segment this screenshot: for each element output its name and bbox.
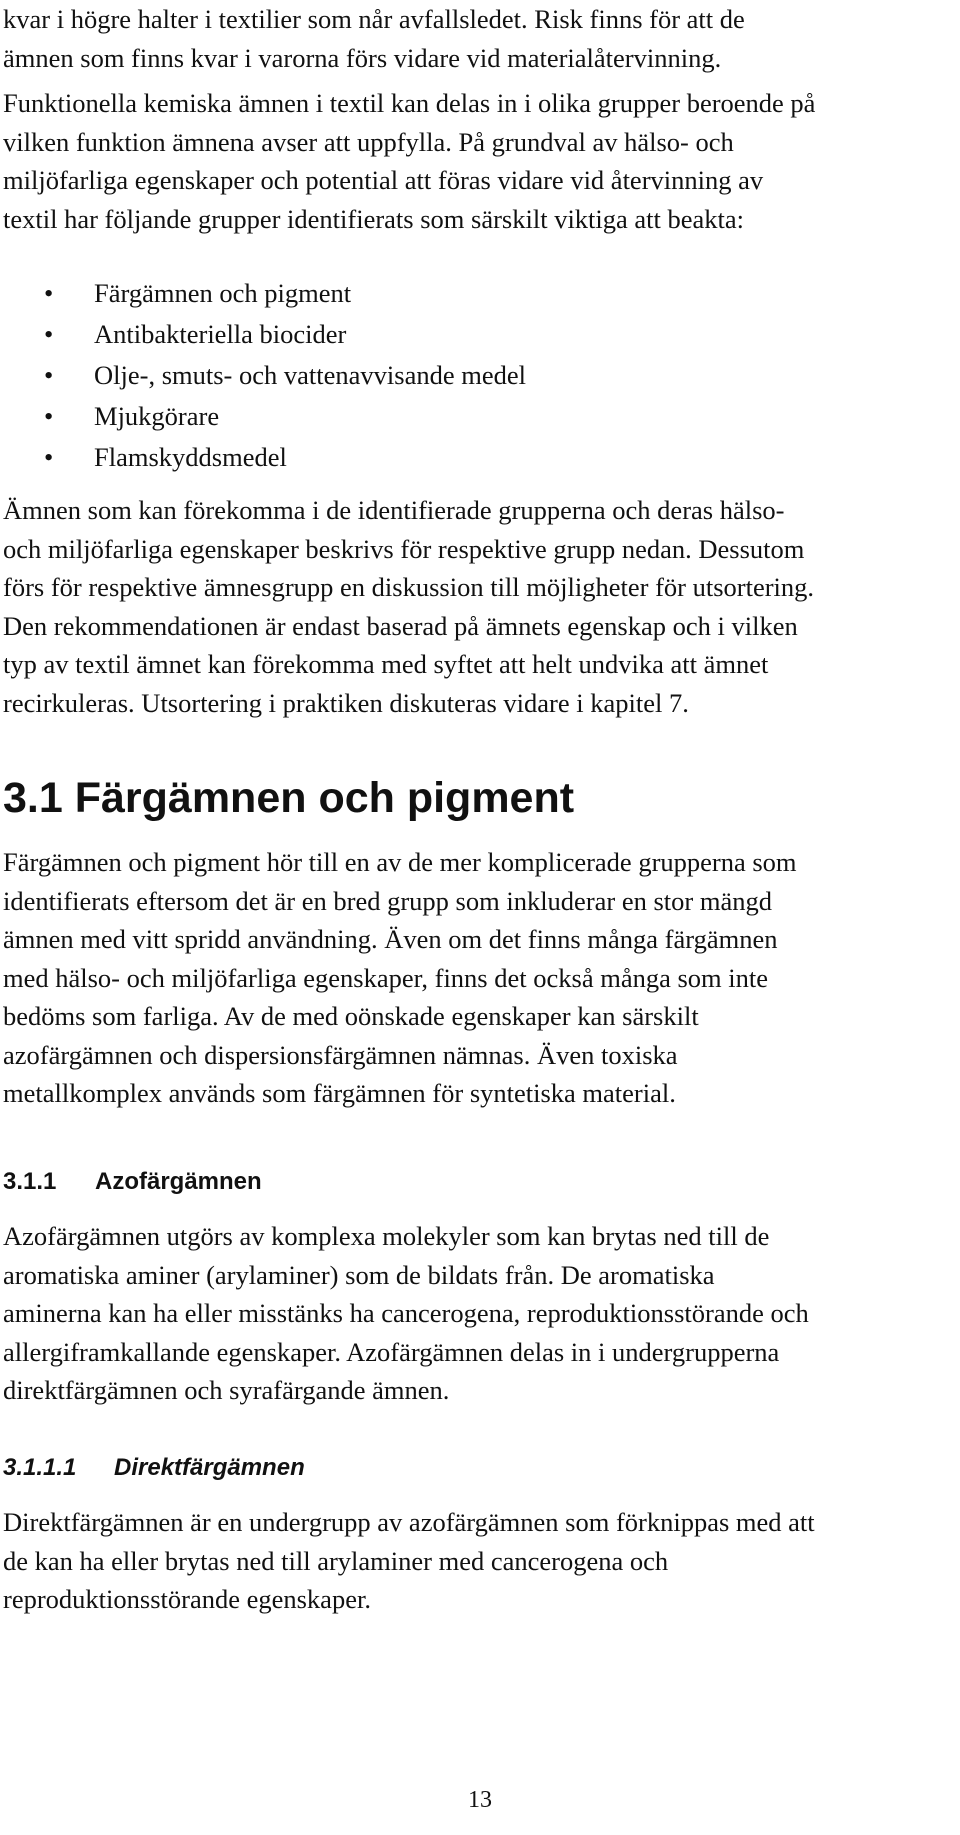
text-line: aminerna kan ha eller misstänks ha cancerogena, reproduktionsstörande och: [3, 1298, 809, 1328]
text-line: textil har följande grupper identifierats som särskilt viktiga att beakta:: [3, 203, 745, 234]
section-title: Direktfärgämnen: [114, 1454, 305, 1481]
group-description-paragraph: [3, 491, 948, 722]
list-item: [0, 437, 526, 478]
text-line: och miljöfarliga egenskaper beskrivs för respektive grupp nedan. Dessutom: [3, 533, 805, 564]
text-line: metallkomplex används som färgämnen för syntetiska material.: [3, 1078, 676, 1108]
text-line: allergiframkallande egenskaper. Azofärgämnen delas in i undergrupperna: [3, 1336, 780, 1367]
bullet-icon: •: [44, 401, 54, 431]
list-item-label: Olje-, smuts- och vattenavvisande medel: [94, 360, 526, 390]
text-line: Azofärgämnen utgörs av komplexa molekyler som kan brytas ned till de: [3, 1221, 770, 1251]
bullet-icon: •: [44, 319, 54, 349]
text-line: förs för respektive ämnesgrupp en diskussion till möjligheter för utsortering.: [3, 572, 815, 602]
bullet-icon: •: [44, 278, 54, 308]
list-item: [0, 396, 526, 437]
text-line: typ av textil ämnet kan förekomma med syftet att helt undvika att ämnet: [3, 649, 769, 679]
bullet-icon: •: [44, 442, 54, 472]
text-line: ämnen med vitt spridd användning. Även om det finns många färgämnen: [3, 924, 778, 954]
list-item: [0, 273, 526, 314]
text-line: bedöms som farliga. Av de med oönskade egenskaper kan särskilt: [3, 1001, 699, 1031]
page-number: 13: [468, 1787, 492, 1813]
section-title: Azofärgämnen: [95, 1168, 262, 1195]
section-3-1-1-paragraph: [3, 1217, 948, 1410]
section-number: 3.1.1: [3, 1168, 57, 1195]
list-item-label: Antibakteriella biocider: [94, 319, 347, 349]
text-line: identifierats eftersom det är en bred grupp som inkluderar en stor mängd: [3, 885, 772, 916]
section-3-1-paragraph: [3, 843, 948, 1113]
text-line: de kan ha eller brytas ned till arylaminer med cancerogena och: [3, 1545, 669, 1576]
list-item-label: Färgämnen och pigment: [94, 278, 352, 308]
section-3-1-1-1-paragraph: [3, 1503, 948, 1619]
text-line: ämnen som finns kvar i varorna förs vidare vid materialåtervinning.: [3, 42, 722, 73]
functional-groups-paragraph: [3, 84, 948, 238]
text-line: Direktfärgämnen är en undergrupp av azofärgämnen som förknippas med att: [3, 1507, 815, 1537]
list-item: [0, 314, 526, 355]
intro-paragraph: [3, 0, 948, 77]
text-line: aromatiska aminer (arylaminer) som de bildats från. De aromatiska: [3, 1259, 715, 1290]
text-line: miljöfarliga egenskaper och potential att föras vidare vid återvinning av: [3, 165, 764, 195]
text-line: Funktionella kemiska ämnen i textil kan delas in i olika grupper beroende på: [3, 88, 816, 118]
text-line: kvar i högre halter i textilier som når avfallsledet. Risk finns för att de: [3, 4, 745, 34]
bullet-icon: •: [44, 360, 54, 390]
text-line: Ämnen som kan förekomma i de identifierade grupperna och deras hälso-: [3, 495, 785, 525]
text-line: reproduktionsstörande egenskaper.: [3, 1584, 371, 1614]
text-line: direktfärgämnen och syrafärgande ämnen.: [3, 1375, 450, 1405]
list-item-label: Flamskyddsmedel: [94, 442, 287, 472]
text-line: med hälso- och miljöfarliga egenskaper, finns det också många som inte: [3, 962, 769, 993]
text-line: Färgämnen och pigment hör till en av de mer komplicerade grupperna som: [3, 847, 797, 877]
text-line: Den rekommendationen är endast baserad på ämnets egenskap och i vilken: [3, 610, 798, 641]
list-item-label: Mjukgörare: [94, 401, 220, 431]
text-line: recirkuleras. Utsortering i praktiken diskuteras vidare i kapitel 7.: [3, 687, 689, 718]
section-number: 3.1.1.1: [3, 1454, 77, 1481]
text-line: vilken funktion ämnena avser att uppfylla. På grundval av hälso- och: [3, 126, 734, 157]
list-item: [0, 355, 526, 396]
section-heading-3-1-1-1: [3, 1452, 305, 1484]
section-heading-3-1: 3.1 Färgämnen och pigment: [3, 774, 575, 822]
text-line: azofärgämnen och dispersionsfärgämnen nämnas. Även toxiska: [3, 1039, 678, 1070]
section-heading-3-1-1: [3, 1166, 262, 1198]
substance-group-list: [0, 273, 526, 478]
